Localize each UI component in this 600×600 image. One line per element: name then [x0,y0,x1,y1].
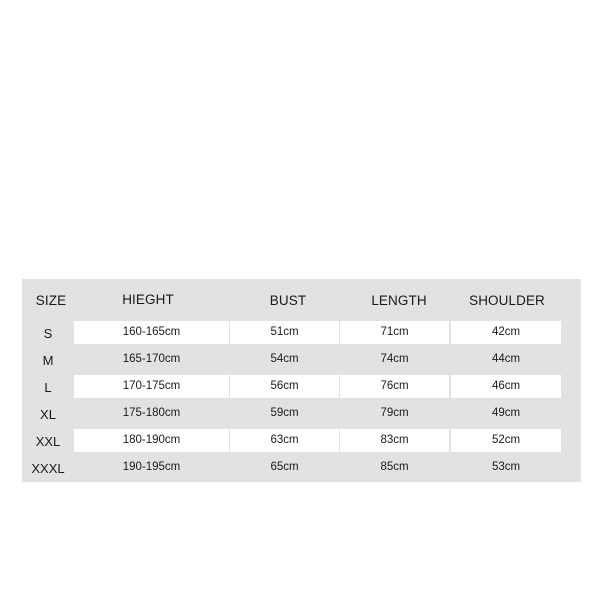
size-label: XXXL [31,461,65,476]
height-cell: 165-170cm [122,353,181,365]
shoulder-cell: 53cm [491,461,521,473]
bust-cell: 63cm [230,429,339,452]
table-row [22,346,581,373]
length-cell: 74cm [380,353,409,365]
bust-cell: 54cm [270,353,299,365]
header-bust: BUST [269,293,307,308]
shoulder-cell: 44cm [491,353,521,365]
shoulder-cell: 46cm [451,375,561,398]
shoulder-cell: 52cm [451,429,561,452]
table-row [22,400,581,427]
length-cell: 83cm [340,429,449,452]
size-label: XL [40,407,56,422]
bust-cell: 51cm [230,321,339,344]
table-row [22,454,581,481]
size-label: S [43,326,53,341]
table-row [22,319,581,346]
height-cell: 160-165cm [74,321,229,344]
size-label: M [42,353,54,368]
header-shoulder: SHOULDER [469,293,545,308]
table-row [22,373,581,400]
header-size: SIZE [35,293,67,308]
size-label: L [44,380,52,395]
size-chart-header [22,279,581,319]
header-length: LENGTH [371,293,427,308]
length-cell: 76cm [340,375,449,398]
size-chart [22,279,581,482]
length-cell: 71cm [340,321,449,344]
length-cell: 79cm [380,407,409,419]
shoulder-cell: 49cm [491,407,521,419]
table-row [22,427,581,454]
shoulder-cell: 42cm [451,321,561,344]
bust-cell: 65cm [270,461,299,473]
size-label: XXL [35,434,61,449]
height-cell: 180-190cm [74,429,229,452]
bust-cell: 56cm [230,375,339,398]
header-height: HIEGHT [122,292,174,307]
height-cell: 175-180cm [122,407,181,419]
length-cell: 85cm [380,461,409,473]
height-cell: 170-175cm [74,375,229,398]
bust-cell: 59cm [270,407,299,419]
height-cell: 190-195cm [122,461,181,473]
